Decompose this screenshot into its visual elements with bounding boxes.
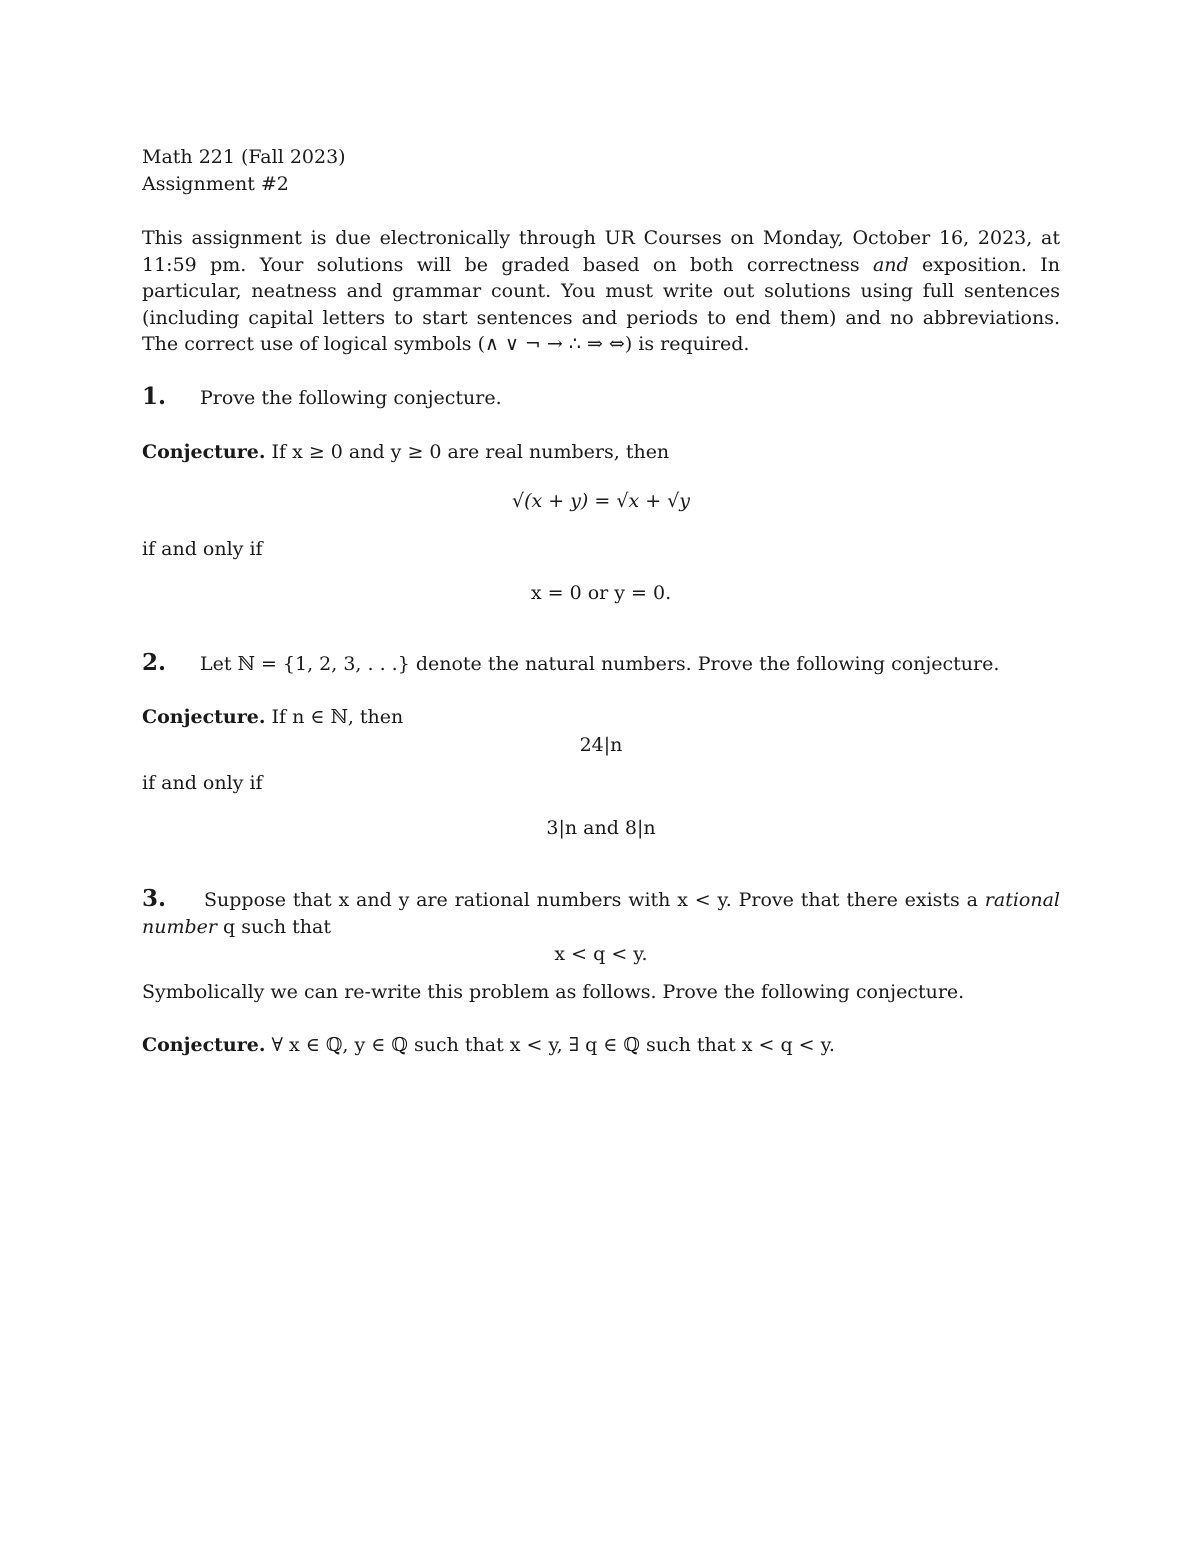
intro-text-1: This assignment is due electronically through UR Courses on Monday, October 16, 2023, at 11:59 pm. Your solutions will be graded based on both correctness: [142, 227, 1060, 276]
intro-emphasis: and: [872, 253, 909, 276]
problem-2-conjecture: [142, 704, 403, 730]
problem-2-number: 2.: [142, 649, 167, 676]
problem-1-conjecture-text: If x ≥ 0 and y ≥ 0 are real numbers, then: [271, 441, 670, 463]
problem-1-number: 1.: [142, 383, 167, 410]
assignment-title: Assignment #2: [142, 173, 289, 195]
problem-3-prompt-2: q such that: [216, 915, 331, 938]
problem-3-conjecture-label: Conjecture.: [142, 1034, 266, 1056]
problem-2-display-1: 24|n: [579, 734, 623, 756]
problem-2-conjecture-label: Conjecture.: [142, 706, 266, 728]
problem-3-display-1: x < q < y.: [554, 943, 648, 965]
problem-3-conjecture-text: ∀ x ∈ ℚ, y ∈ ℚ such that x < y, ∃ q ∈ ℚ such that x < q < y.: [271, 1034, 835, 1056]
problem-2-iff: if and only if: [142, 772, 263, 794]
problem-1-prompt: Prove the following conjecture.: [200, 387, 502, 409]
problem-3-conjecture: [142, 1032, 835, 1058]
problem-3-prompt-emphasis: rational number: [142, 889, 1060, 938]
problem-2-prompt: Let ℕ = {1, 2, 3, . . .} denote the natural numbers. Prove the following conjecture.: [200, 653, 1000, 675]
intro-paragraph: [142, 225, 1060, 358]
problem-3-number: 3.: [142, 885, 167, 912]
problem-1-iff: if and only if: [142, 538, 263, 560]
problem-1-display-2: x = 0 or y = 0.: [530, 582, 672, 604]
problem-2-conjecture-text: If n ∈ ℕ, then: [271, 706, 404, 728]
problem-3-prompt-1: Suppose that x and y are rational numbers with x < y. Prove that there exists a: [204, 889, 985, 911]
course-title: Math 221 (Fall 2023): [142, 146, 346, 168]
intro-text-2: exposition. In particular, neatness and grammar count. You must write out solutions using full sentences (including capital letters to start sentences and periods to end them) and no abbreviations. The correct use of logical symbols (∧ ∨ ¬ → ∴ ⇒ ⇔) is required.: [142, 253, 1060, 355]
problem-1-equation: √(x + y) = √x + √y: [511, 490, 691, 512]
problem-1-conjecture: [142, 439, 669, 465]
problem-1-conjecture-label: Conjecture.: [142, 441, 266, 463]
problem-3-restate: Symbolically we can re-write this problem as follows. Prove the following conjecture.: [142, 981, 965, 1003]
problem-1-heading: [142, 384, 502, 411]
problem-3-heading: [142, 886, 1060, 940]
problem-2-heading: [142, 650, 999, 677]
problem-2-display-2: 3|n and 8|n: [546, 817, 656, 839]
problem-1-display-1: [142, 488, 1060, 514]
